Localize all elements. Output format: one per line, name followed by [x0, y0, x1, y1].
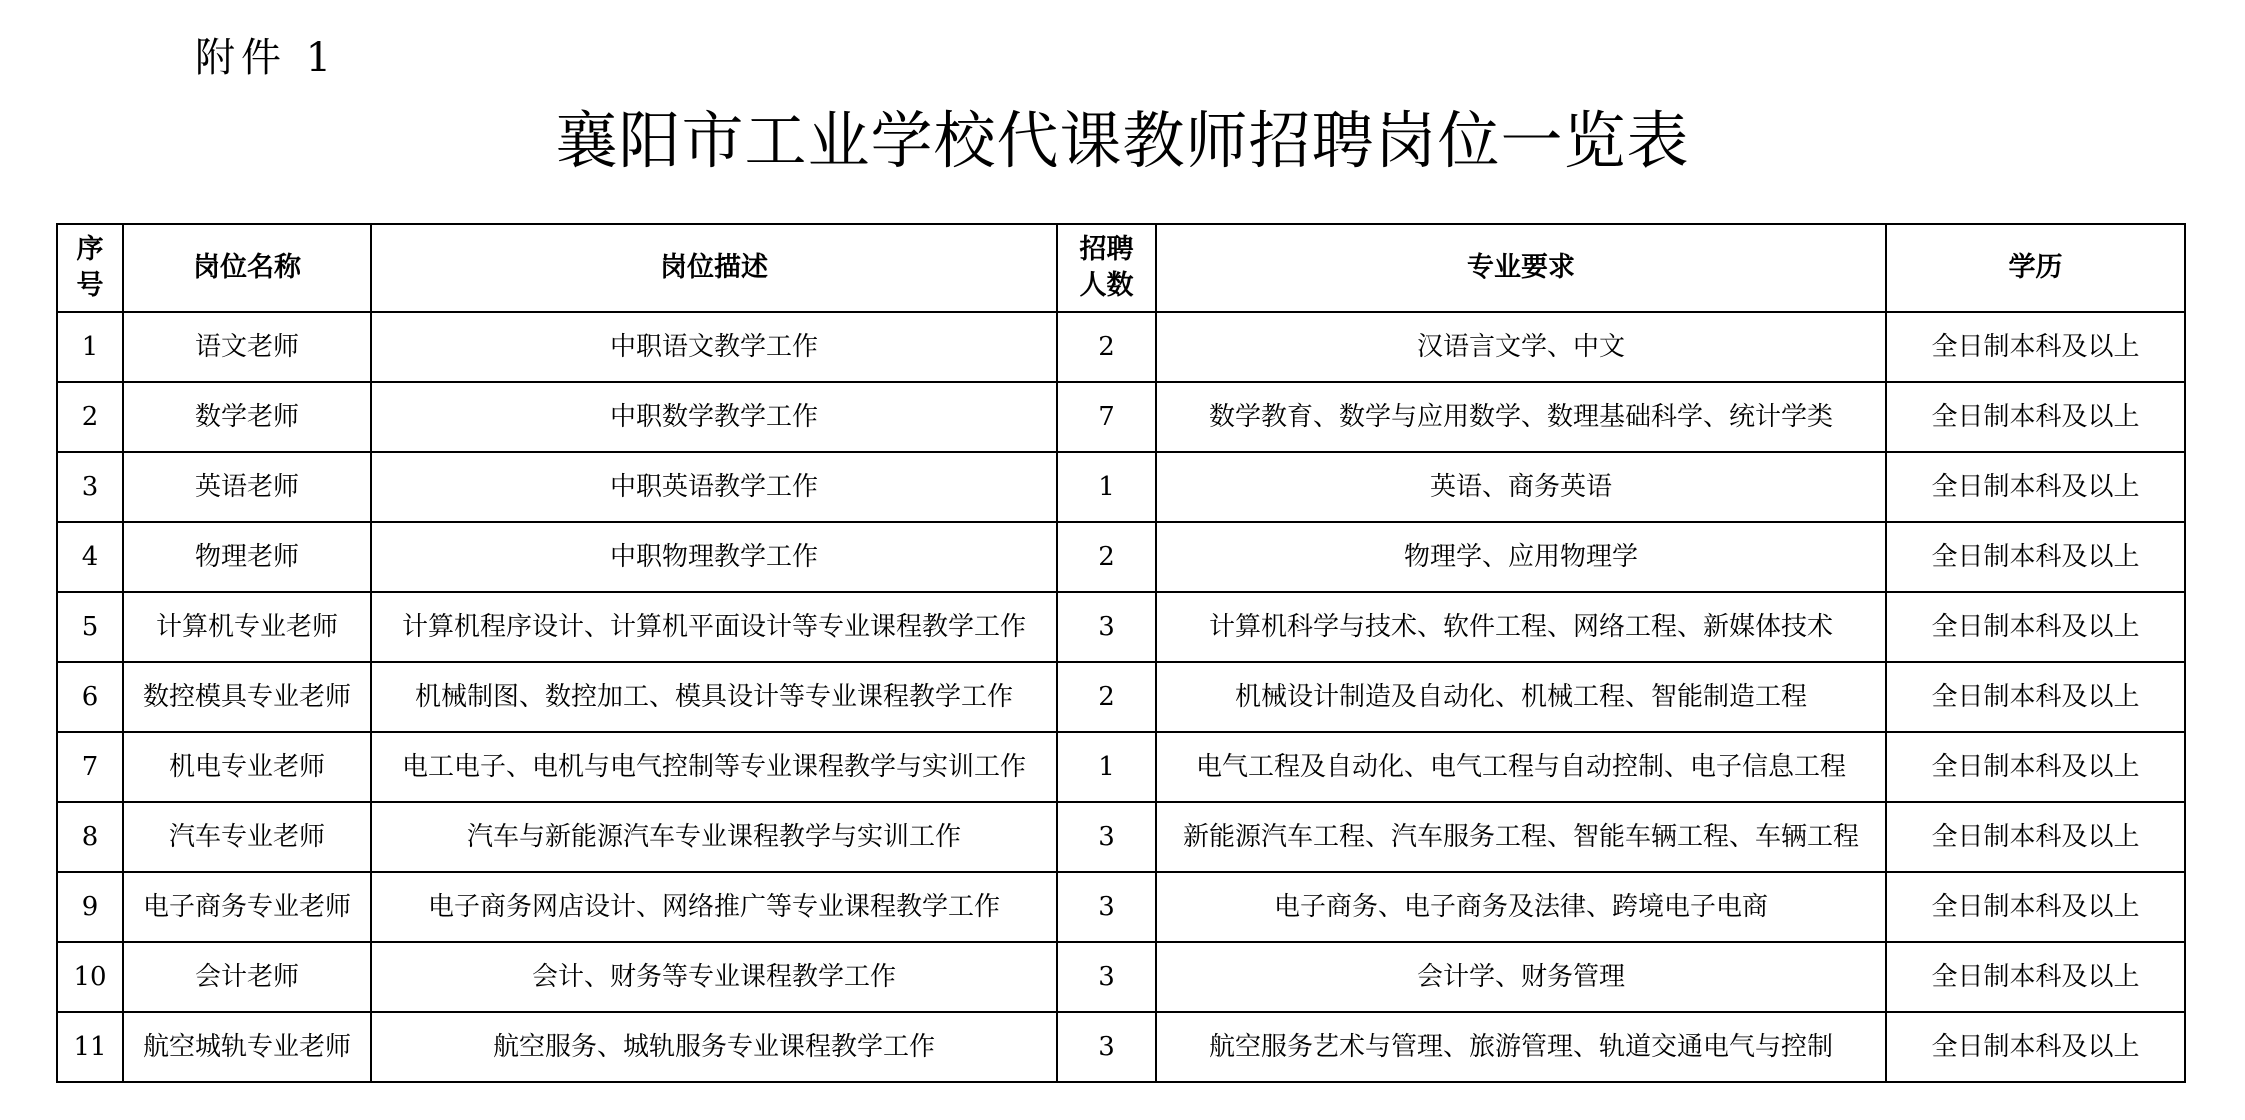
header-position: 岗位名称 — [123, 224, 371, 312]
table-row — [57, 732, 2185, 802]
table-row — [57, 942, 2185, 1012]
cell-major: 汉语言文学、中文 — [1156, 312, 1886, 382]
cell-count: 3 — [1057, 592, 1156, 662]
header-count: 招聘人数 — [1057, 224, 1156, 312]
cell-description: 机械制图、数控加工、模具设计等专业课程教学工作 — [371, 662, 1057, 732]
cell-position: 物理老师 — [123, 522, 371, 592]
header-major: 专业要求 — [1156, 224, 1886, 312]
cell-position: 语文老师 — [123, 312, 371, 382]
cell-seq: 5 — [57, 592, 123, 662]
cell-major: 会计学、财务管理 — [1156, 942, 1886, 1012]
cell-major: 机械设计制造及自动化、机械工程、智能制造工程 — [1156, 662, 1886, 732]
cell-count: 3 — [1057, 1012, 1156, 1082]
header-education: 学历 — [1886, 224, 2185, 312]
header-description: 岗位描述 — [371, 224, 1057, 312]
cell-major: 电子商务、电子商务及法律、跨境电子电商 — [1156, 872, 1886, 942]
cell-count: 7 — [1057, 382, 1156, 452]
cell-description: 电子商务网店设计、网络推广等专业课程教学工作 — [371, 872, 1057, 942]
cell-major: 航空服务艺术与管理、旅游管理、轨道交通电气与控制 — [1156, 1012, 1886, 1082]
cell-seq: 9 — [57, 872, 123, 942]
table-row — [57, 452, 2185, 522]
cell-seq: 1 — [57, 312, 123, 382]
cell-education: 全日制本科及以上 — [1886, 872, 2185, 942]
cell-description: 中职英语教学工作 — [371, 452, 1057, 522]
cell-description: 会计、财务等专业课程教学工作 — [371, 942, 1057, 1012]
header-seq: 序号 — [57, 224, 123, 312]
table-row — [57, 312, 2185, 382]
cell-major: 计算机科学与技术、软件工程、网络工程、新媒体技术 — [1156, 592, 1886, 662]
cell-major: 电气工程及自动化、电气工程与自动控制、电子信息工程 — [1156, 732, 1886, 802]
cell-education: 全日制本科及以上 — [1886, 312, 2185, 382]
cell-education: 全日制本科及以上 — [1886, 522, 2185, 592]
table-row — [57, 662, 2185, 732]
cell-description: 中职语文教学工作 — [371, 312, 1057, 382]
cell-position: 数学老师 — [123, 382, 371, 452]
cell-seq: 8 — [57, 802, 123, 872]
cell-position: 电子商务专业老师 — [123, 872, 371, 942]
cell-education: 全日制本科及以上 — [1886, 942, 2185, 1012]
table-row — [57, 522, 2185, 592]
cell-major: 数学教育、数学与应用数学、数理基础科学、统计学类 — [1156, 382, 1886, 452]
cell-seq: 6 — [57, 662, 123, 732]
cell-position: 计算机专业老师 — [123, 592, 371, 662]
cell-position: 汽车专业老师 — [123, 802, 371, 872]
cell-count: 3 — [1057, 872, 1156, 942]
cell-education: 全日制本科及以上 — [1886, 592, 2185, 662]
cell-seq: 2 — [57, 382, 123, 452]
cell-count: 3 — [1057, 802, 1156, 872]
cell-position: 数控模具专业老师 — [123, 662, 371, 732]
cell-description: 计算机程序设计、计算机平面设计等专业课程教学工作 — [371, 592, 1057, 662]
cell-position: 会计老师 — [123, 942, 371, 1012]
cell-description: 航空服务、城轨服务专业课程教学工作 — [371, 1012, 1057, 1082]
cell-count: 2 — [1057, 662, 1156, 732]
cell-position: 英语老师 — [123, 452, 371, 522]
cell-description: 汽车与新能源汽车专业课程教学与实训工作 — [371, 802, 1057, 872]
cell-education: 全日制本科及以上 — [1886, 1012, 2185, 1082]
recruitment-table-container — [56, 223, 2186, 1083]
cell-major: 新能源汽车工程、汽车服务工程、智能车辆工程、车辆工程 — [1156, 802, 1886, 872]
table-row — [57, 382, 2185, 452]
cell-description: 电工电子、电机与电气控制等专业课程教学与实训工作 — [371, 732, 1057, 802]
cell-education: 全日制本科及以上 — [1886, 382, 2185, 452]
cell-position: 机电专业老师 — [123, 732, 371, 802]
cell-description: 中职物理教学工作 — [371, 522, 1057, 592]
page-title: 襄阳市工业学校代课教师招聘岗位一览表 — [555, 104, 1690, 177]
cell-education: 全日制本科及以上 — [1886, 452, 2185, 522]
cell-count: 2 — [1057, 522, 1156, 592]
cell-seq: 3 — [57, 452, 123, 522]
cell-seq: 11 — [57, 1012, 123, 1082]
table-row — [57, 872, 2185, 942]
cell-count: 3 — [1057, 942, 1156, 1012]
cell-major: 物理学、应用物理学 — [1156, 522, 1886, 592]
cell-education: 全日制本科及以上 — [1886, 732, 2185, 802]
cell-education: 全日制本科及以上 — [1886, 662, 2185, 732]
cell-count: 1 — [1057, 452, 1156, 522]
cell-count: 2 — [1057, 312, 1156, 382]
table-row — [57, 592, 2185, 662]
table-row — [57, 1012, 2185, 1082]
cell-description: 中职数学教学工作 — [371, 382, 1057, 452]
recruitment-table — [56, 223, 2186, 1083]
cell-seq: 4 — [57, 522, 123, 592]
cell-seq: 10 — [57, 942, 123, 1012]
table-header-row — [57, 224, 2185, 312]
cell-major: 英语、商务英语 — [1156, 452, 1886, 522]
annex-label: 附件 1 — [195, 35, 338, 81]
cell-seq: 7 — [57, 732, 123, 802]
cell-education: 全日制本科及以上 — [1886, 802, 2185, 872]
cell-count: 1 — [1057, 732, 1156, 802]
table-row — [57, 802, 2185, 872]
cell-position: 航空城轨专业老师 — [123, 1012, 371, 1082]
